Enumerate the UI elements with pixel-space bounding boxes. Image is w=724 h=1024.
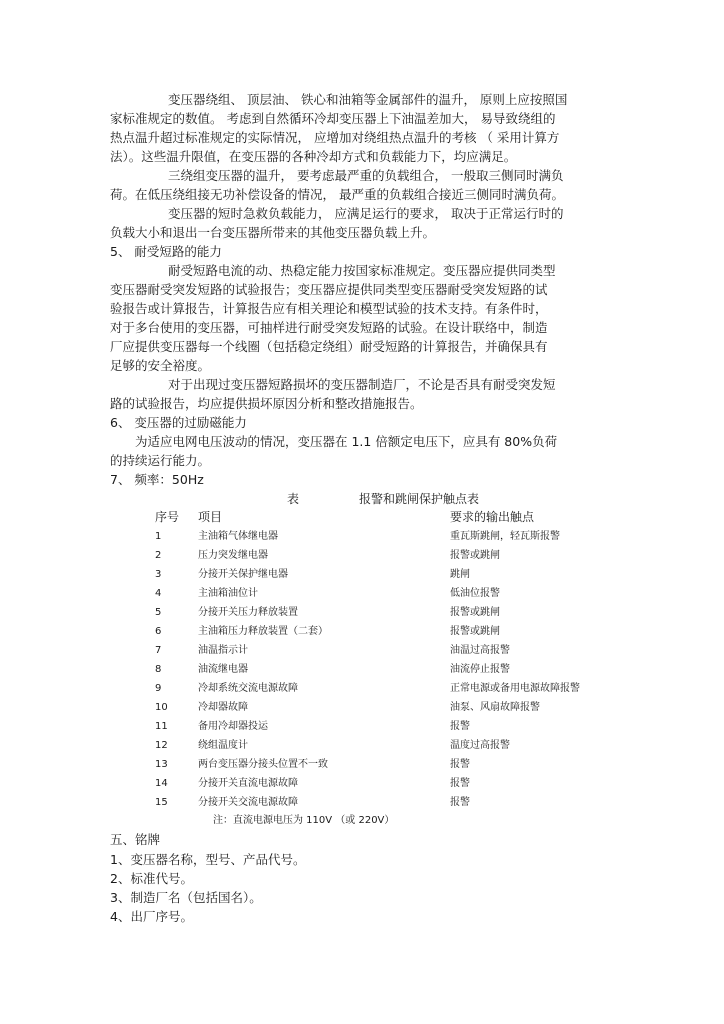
table-cell-item: 冷却系统交流电源故障 xyxy=(198,683,298,694)
table-cell-item: 油流继电器 xyxy=(198,664,248,675)
table-cell-no: 13 xyxy=(155,759,168,770)
table-cell-output: 温度过高报警 xyxy=(450,740,510,751)
short-circuit-line-3: 验报告或计算报告，计算报告应有相关理论和模型试验的技术支持。有条件时， xyxy=(110,301,548,316)
table-cell-output: 报警 xyxy=(450,759,470,770)
nameplate-item-3: 3、制造厂名（包括国名）。 xyxy=(110,890,262,905)
short-circuit-line-6: 足够的安全裕度。 xyxy=(110,358,211,373)
table-cell-no: 7 xyxy=(155,645,162,656)
table-cell-item: 备用冷却器投运 xyxy=(198,721,268,732)
table-cell-output: 油温过高报警 xyxy=(450,645,510,656)
table-cell-output: 报警 xyxy=(450,797,470,808)
table-cell-output: 油流停止报警 xyxy=(450,664,510,675)
table-cell-no: 11 xyxy=(155,721,168,732)
table-cell-no: 10 xyxy=(155,702,168,713)
table-cell-no: 15 xyxy=(155,797,168,808)
emergency-load-line-1: 变压器的短时急救负载能力， 应满足运行的要求， 取决于正常运行时的 xyxy=(168,206,564,221)
table-cell-no: 6 xyxy=(155,626,162,637)
table-cell-no: 14 xyxy=(155,778,168,789)
table-cell-no: 12 xyxy=(155,740,168,751)
temp-rise-line-3: 热点温升超过标准规定的实际情况， 应增加对绕组热点温升的考核 （ 采用计算方 xyxy=(110,130,560,145)
table-cell-output: 低油位报警 xyxy=(450,588,500,599)
table-caption-title: 报警和跳闸保护触点表 xyxy=(359,492,480,506)
short-circuit-line-2: 变压器耐受突发短路的试验报告；变压器应提供同类型变压器耐受突发短路的试 xyxy=(110,282,548,297)
table-cell-no: 1 xyxy=(155,531,162,542)
section-5-heading: 5、 耐受短路的能力 xyxy=(110,244,222,259)
temp-rise-line-2: 家标准规定的数值。 考虑到自然循环冷却变压器上下油温差加大， 易导致绕组的 xyxy=(110,111,556,126)
table-cell-output: 报警或跳闸 xyxy=(450,626,500,637)
table-cell-item: 压力突发继电器 xyxy=(198,550,268,561)
nameplate-item-2: 2、标准代号。 xyxy=(110,871,193,886)
nameplate-item-4: 4、出厂序号。 xyxy=(110,909,193,924)
table-header-no: 序号 xyxy=(155,510,180,524)
table-header-item: 项目 xyxy=(198,510,223,524)
table-cell-output: 重瓦斯跳闸，轻瓦斯报警 xyxy=(450,531,560,542)
table-cell-item: 冷却器故障 xyxy=(198,702,248,713)
table-cell-output: 跳闸 xyxy=(450,569,470,580)
table-cell-item: 分接开关压力释放装置 xyxy=(198,607,298,618)
damage-report-line-2: 路的试验报告，均应提供损坏原因分析和整改措施报告。 xyxy=(110,396,423,411)
table-cell-output: 报警或跳闸 xyxy=(450,550,500,561)
nameplate-item-1: 1、变压器名称，型号、产品代号。 xyxy=(110,852,306,867)
table-cell-item: 分接开关直流电源故障 xyxy=(198,778,298,789)
nameplate-heading: 五、铭牌 xyxy=(110,832,161,847)
overexcitation-line-1: 为适应电网电压波动的情况，变压器在 1.1 倍额定电压下，应具有 80%负荷 xyxy=(135,434,558,449)
table-caption-label: 表 xyxy=(287,492,300,506)
table-cell-item: 分接开关保护继电器 xyxy=(198,569,288,580)
section-7-heading: 7、 频率：50Hz xyxy=(110,472,204,487)
emergency-load-line-2: 负载大小和退出一台变压器所带来的其他变压器负载上升。 xyxy=(110,225,436,240)
table-cell-item: 分接开关交流电源故障 xyxy=(198,797,298,808)
table-cell-output: 正常电源或备用电源故障报警 xyxy=(450,683,580,694)
table-cell-output: 报警 xyxy=(450,778,470,789)
table-cell-output: 油泵、风扇故障报警 xyxy=(450,702,540,713)
table-cell-no: 5 xyxy=(155,607,162,618)
damage-report-line-1: 对于出现过变压器短路损坏的变压器制造厂，不论是否具有耐受突发短 xyxy=(168,377,556,392)
table-cell-no: 8 xyxy=(155,664,162,675)
short-circuit-line-4: 对于多台使用的变压器，可抽样进行耐受突发短路的试验。在设计联络中，制造 xyxy=(110,320,548,335)
table-cell-item: 油温指示计 xyxy=(198,645,248,656)
table-cell-item: 主油箱油位计 xyxy=(198,588,258,599)
table-cell-no: 4 xyxy=(155,588,162,599)
section-6-heading: 6、 变压器的过励磁能力 xyxy=(110,415,247,430)
table-cell-no: 9 xyxy=(155,683,162,694)
three-winding-line-1: 三绕组变压器的温升， 要考虑最严重的负载组合， 一般取三侧同时满负 xyxy=(168,168,564,183)
table-cell-item: 绕组温度计 xyxy=(198,740,248,751)
table-cell-output: 报警 xyxy=(450,721,470,732)
table-cell-item: 两台变压器分接头位置不一致 xyxy=(198,759,328,770)
table-note: 注：直流电源电压为 110V （或 220V） xyxy=(213,815,395,826)
three-winding-line-2: 荷。在低压绕组接无功补偿设备的情况， 最严重的负载组合接近三侧同时满负荷。 xyxy=(110,187,564,202)
table-cell-no: 2 xyxy=(155,550,162,561)
table-cell-no: 3 xyxy=(155,569,162,580)
short-circuit-line-1: 耐受短路电流的动、热稳定能力按国家标准规定。变压器应提供同类型 xyxy=(168,263,556,278)
table-header-output: 要求的输出触点 xyxy=(450,510,535,524)
temp-rise-line-4: 法）。这些温升限值，在变压器的各种冷却方式和负载能力下，均应满足。 xyxy=(110,149,517,164)
short-circuit-line-5: 厂应提供变压器每一个线圈（包括稳定绕组）耐受短路的计算报告，并确保具有 xyxy=(110,339,548,354)
table-cell-item: 主油箱压力释放装置（二套） xyxy=(198,626,328,637)
table-cell-item: 主油箱气体继电器 xyxy=(198,531,278,542)
table-cell-output: 报警或跳闸 xyxy=(450,607,500,618)
overexcitation-line-2: 的持续运行能力。 xyxy=(110,453,211,468)
temp-rise-line-1: 变压器绕组、 顶层油、 铁心和油箱等金属部件的温升， 原则上应按照国 xyxy=(168,92,568,107)
